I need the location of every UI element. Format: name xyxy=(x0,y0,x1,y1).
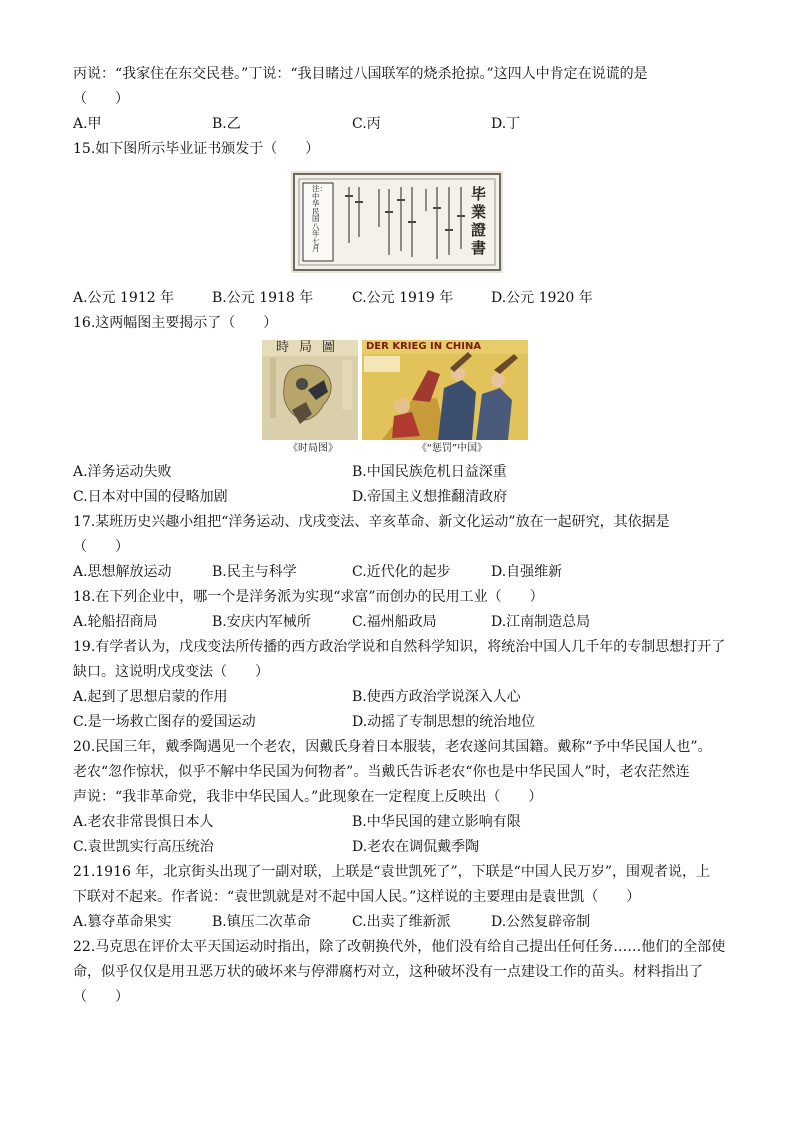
q20-stem-line1: 20.民国三年，戴季陶遇见一个老农，因戴氏身着日本服装，老农遂问其国籍。戴称“予中华民国人也”。 xyxy=(73,739,712,755)
q20-option-c: C.袁世凯实行高压统治 xyxy=(73,839,214,855)
diploma-note: 注：中华民国八年七月 xyxy=(312,184,327,253)
q22-stem-line2: 命，似乎仅仅是用丑恶万状的破坏来与停滞腐朽对立，这种破坏没有一点建设工作的苗头。材料指出了 xyxy=(73,964,703,980)
q19-stem-line2: 缺口。这说明戊戌变法（ ） xyxy=(73,664,269,680)
q17-option-b: B.民主与科学 xyxy=(212,564,297,580)
q21-stem-line1: 21.1916 年，北京街头出现了一副对联，上联是“袁世凯死了”，下联是“中国人民万岁”，围观者说，上 xyxy=(73,864,710,880)
q18-option-d: D.江南制造总局 xyxy=(491,614,591,630)
q17-option-c: C.近代化的起步 xyxy=(352,564,451,580)
q16-option-d: D.帝国主义想推翻清政府 xyxy=(352,489,508,505)
q14-options xyxy=(73,115,723,133)
q19-options-row1 xyxy=(73,688,723,706)
q18-option-a: A.轮船招商局 xyxy=(73,614,158,630)
q21-option-b: B.镇压二次革命 xyxy=(212,914,311,930)
q19-option-b: B.使西方政治学说深入人心 xyxy=(352,689,521,705)
q17-answer-paren: （ ） xyxy=(73,539,129,555)
q14-option-b: B.乙 xyxy=(212,116,241,132)
q15-option-b: B.公元 1918 年 xyxy=(212,290,314,306)
q17-option-a: A.思想解放运动 xyxy=(73,564,172,580)
q18-option-c: C.福州船政局 xyxy=(352,614,437,630)
q16-options-row2 xyxy=(73,488,723,506)
q17-option-d: D.自强维新 xyxy=(491,564,563,580)
diploma-title: 毕業證書 xyxy=(471,185,487,257)
q19-option-a: A.起到了思想启蒙的作用 xyxy=(73,689,228,705)
q16-stem: 16.这两幅图主要揭示了（ ） xyxy=(73,315,278,331)
q20-option-a: A.老农非常畏惧日本人 xyxy=(73,814,214,830)
q20-option-d: D.老农在调侃戴季陶 xyxy=(352,839,480,855)
q21-option-c: C.出卖了维新派 xyxy=(352,914,451,930)
q14-option-a: A.甲 xyxy=(73,116,102,132)
q22-stem-line1: 22.马克思在评价太平天国运动时指出，除了改朝换代外，他们没有给自己提出任何任务……他们的全部使 xyxy=(73,939,726,955)
diploma-image xyxy=(291,171,503,273)
q20-stem-line2: 老农“忽作惊状，似乎不解中华民国为何物者”。当戴氏告诉老农“你也是中华民国人”时，老农茫然连 xyxy=(73,764,690,780)
q21-stem-line2: 下联对不起来。作者说：“袁世凯就是对不起中国人民。”这样说的主要理由是袁世凯（ ） xyxy=(73,889,641,905)
q19-option-c: C.是一场救亡图存的爱国运动 xyxy=(73,714,256,730)
q17-options xyxy=(73,563,723,581)
q20-stem-line3: 声说：“我非革命党，我非中华民国人。”此现象在一定程度上反映出（ ） xyxy=(73,789,543,805)
left-cartoon-caption: 《时局图》 xyxy=(288,443,338,454)
q19-option-d: D.动摇了专制思想的统治地位 xyxy=(352,714,536,730)
q20-options-row2 xyxy=(73,838,723,856)
left-cartoon-title: 時局圖 xyxy=(276,340,346,355)
q21-option-a: A.篡夺革命果实 xyxy=(73,914,172,930)
q14-option-c: C.丙 xyxy=(352,116,381,132)
right-cartoon-caption: 《“惩罚”中国》 xyxy=(416,443,488,454)
q21-option-d: D.公然复辟帝制 xyxy=(491,914,591,930)
q19-stem-line1: 19.有学者认为，戊戌变法所传播的西方政治学说和自然科学知识，将统治中国人几千年的专制思想打开了 xyxy=(73,639,726,655)
q14-answer-paren: （ ） xyxy=(73,91,129,107)
q15-options xyxy=(73,289,723,307)
q22-answer-paren: （ ） xyxy=(73,989,129,1005)
q16-options-row1 xyxy=(73,463,723,481)
q15-option-d: D.公元 1920 年 xyxy=(491,290,593,306)
right-cartoon-title: DER KRIEG IN CHINA xyxy=(366,341,482,352)
q15-stem: 15.如下图所示毕业证书颁发于（ ） xyxy=(73,141,320,157)
q14-option-d: D.丁 xyxy=(491,116,521,132)
q18-stem: 18.在下列企业中，哪一个是洋务派为实现“求富”而创办的民用工业（ ） xyxy=(73,589,544,605)
q16-option-c: C.日本对中国的侵略加剧 xyxy=(73,489,228,505)
q20-option-b: B.中华民国的建立影响有限 xyxy=(352,814,521,830)
q18-option-b: B.安庆内军械所 xyxy=(212,614,311,630)
q20-options-row1 xyxy=(73,813,723,831)
q19-options-row2 xyxy=(73,713,723,731)
q21-options xyxy=(73,913,723,931)
q16-option-a: A.洋务运动失败 xyxy=(73,464,172,480)
q18-options xyxy=(73,613,723,631)
q15-option-a: A.公元 1912 年 xyxy=(73,290,175,306)
cartoon-images xyxy=(262,340,528,456)
q16-option-b: B.中国民族危机日益深重 xyxy=(352,464,507,480)
q15-option-c: C.公元 1919 年 xyxy=(352,290,454,306)
q14-stem-continued: 丙说：“我家住在东交民巷。”丁说：“我目睹过八国联军的烧杀抢掠。”这四人中肯定在说谎的是 xyxy=(73,66,648,82)
q17-stem: 17.某班历史兴趣小组把“洋务运动、戊戌变法、辛亥革命、新文化运动”放在一起研究，其依据是 xyxy=(73,514,670,530)
